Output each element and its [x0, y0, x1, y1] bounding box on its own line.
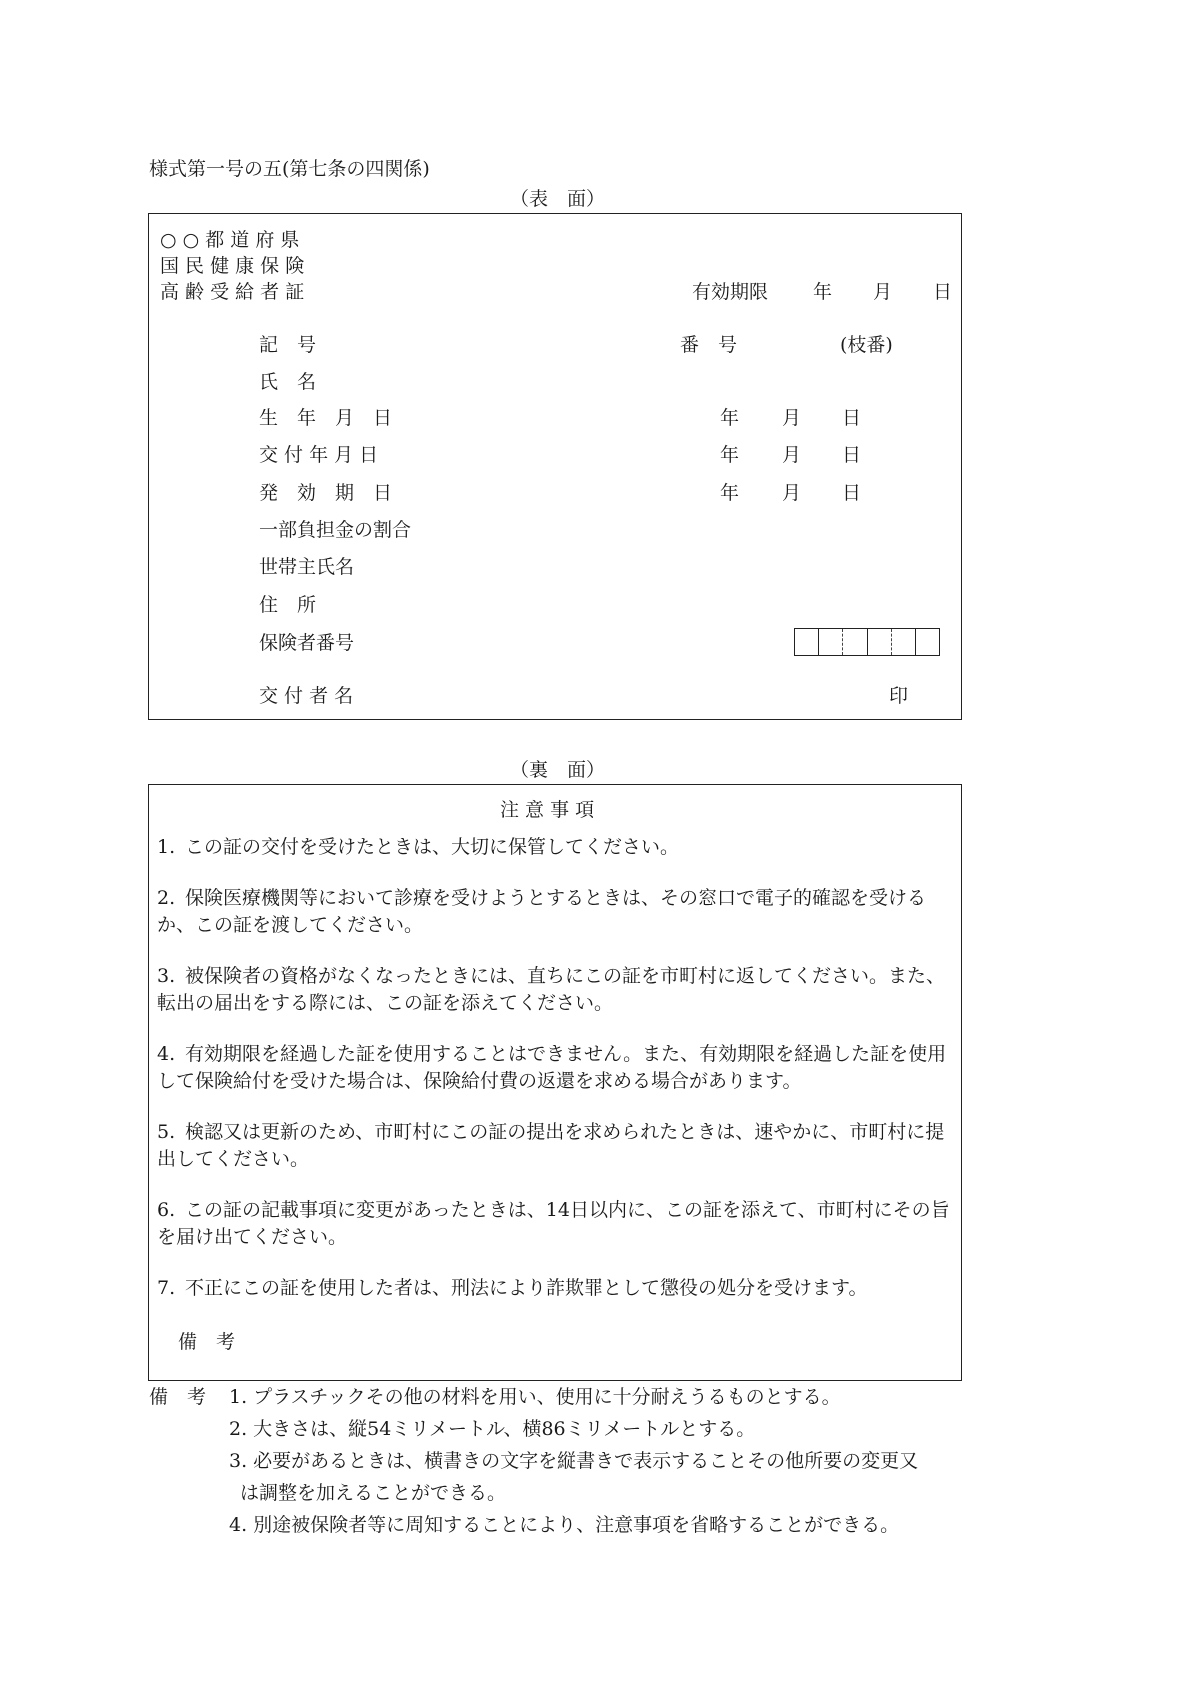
note-text: 被保険者の資格がなくなったときには、直ちにこの証を市町村に返してください。また、転出の届出をする際には、この証を添えてください。: [157, 965, 946, 1014]
remark-item: 2. 大きさは、縦54ミリメートル、横86ミリメートルとする。: [229, 1418, 756, 1440]
remark-item: 1. プラスチックその他の材料を用い、使用に十分耐えうるものとする。: [229, 1386, 841, 1408]
card-title-elderly: 高 齢 受 給 者 証: [160, 281, 305, 303]
note-number: 1.: [157, 836, 176, 858]
remark-item: 4. 別途被保険者等に周知することにより、注意事項を省略することができる。: [229, 1514, 900, 1536]
remarks-label: 備 考: [149, 1386, 207, 1408]
effective-month: 月: [782, 482, 802, 504]
note-item: [157, 963, 957, 1017]
digit-cell: [843, 629, 867, 655]
edaban-label: (枝番): [840, 334, 893, 356]
form-title: 様式第一号の五(第七条の四関係): [149, 158, 430, 180]
issue-day: 日: [842, 444, 862, 466]
note-number: 5.: [157, 1121, 176, 1143]
back-biko-label: 備 考: [178, 1331, 236, 1353]
seal-mark: 印: [889, 685, 909, 707]
note-text: この証の記載事項に変更があったときは、14日以内に、この証を添えて、市町村にその旨を届け出てください。: [157, 1199, 950, 1248]
birth-day: 日: [842, 407, 862, 429]
copay-ratio-label: 一部負担金の割合: [259, 519, 412, 541]
note-item: [157, 1275, 957, 1302]
remark-item-continued: は調整を加えることができる。: [240, 1482, 507, 1504]
effective-date-label: 発 効 期 日: [259, 482, 393, 504]
insurer-number-boxes: [794, 628, 940, 656]
card-title-nhi: 国 民 健 康 保 険: [160, 255, 305, 277]
insurer-number-label: 保険者番号: [259, 632, 355, 654]
head-of-household-label: 世帯主氏名: [259, 556, 355, 578]
address-label: 住 所: [259, 594, 317, 616]
front-side-label: （表 面）: [510, 188, 606, 210]
birth-month: 月: [782, 407, 802, 429]
issue-date-label: 交 付 年 月 日: [259, 444, 379, 466]
kigou-label: 記 号: [259, 334, 317, 356]
note-text: 不正にこの証を使用した者は、刑法により詐欺罪として懲役の処分を受けます。: [185, 1277, 868, 1299]
remark-item: 3. 必要があるときは、横書きの文字を縦書きで表示することその他所要の変更又: [229, 1450, 919, 1472]
effective-day: 日: [842, 482, 862, 504]
note-text: 保険医療機関等において診療を受けようとするときは、その窓口で電子的確認を受けるか、この証を渡してください。: [157, 887, 927, 936]
note-number: 4.: [157, 1043, 176, 1065]
digit-cell: [795, 629, 819, 655]
card-title-prefecture: ○ ○ 都 道 府 県: [160, 229, 300, 251]
note-item: [157, 885, 957, 939]
issue-year: 年: [720, 444, 740, 466]
digit-cell: [868, 629, 892, 655]
note-number: 7.: [157, 1277, 176, 1299]
birth-year: 年: [720, 407, 740, 429]
validity-month: 月: [873, 281, 893, 303]
note-text: 検認又は更新のため、市町村にこの証の提出を求められたときは、速やかに、市町村に提出してください。: [157, 1121, 945, 1170]
name-label: 氏 名: [259, 371, 317, 393]
effective-year: 年: [720, 482, 740, 504]
note-item: [157, 1197, 957, 1251]
validity-label: 有効期限: [692, 281, 769, 303]
digit-cell: [892, 629, 916, 655]
issuer-name-label: 交 付 者 名: [259, 685, 354, 707]
note-number: 6.: [157, 1199, 176, 1221]
note-item: [157, 1041, 957, 1095]
note-number: 3.: [157, 965, 176, 987]
birth-label: 生 年 月 日: [259, 407, 393, 429]
note-item: [157, 1119, 957, 1173]
note-number: 2.: [157, 887, 176, 909]
bangou-label: 番 号: [680, 334, 738, 356]
back-side-label: （裏 面）: [510, 759, 606, 781]
validity-day: 日: [933, 281, 953, 303]
validity-year: 年: [813, 281, 833, 303]
note-text: 有効期限を経過した証を使用することはできません。また、有効期限を経過した証を使用して保険給付を受けた場合は、保険給付費の返還を求める場合があります。: [157, 1043, 947, 1092]
notes-heading: 注 意 事 項: [500, 799, 595, 821]
note-item: [157, 834, 957, 861]
digit-cell: [916, 629, 939, 655]
digit-cell: [819, 629, 843, 655]
note-text: この証の交付を受けたときは、大切に保管してください。: [185, 836, 680, 858]
issue-month: 月: [782, 444, 802, 466]
